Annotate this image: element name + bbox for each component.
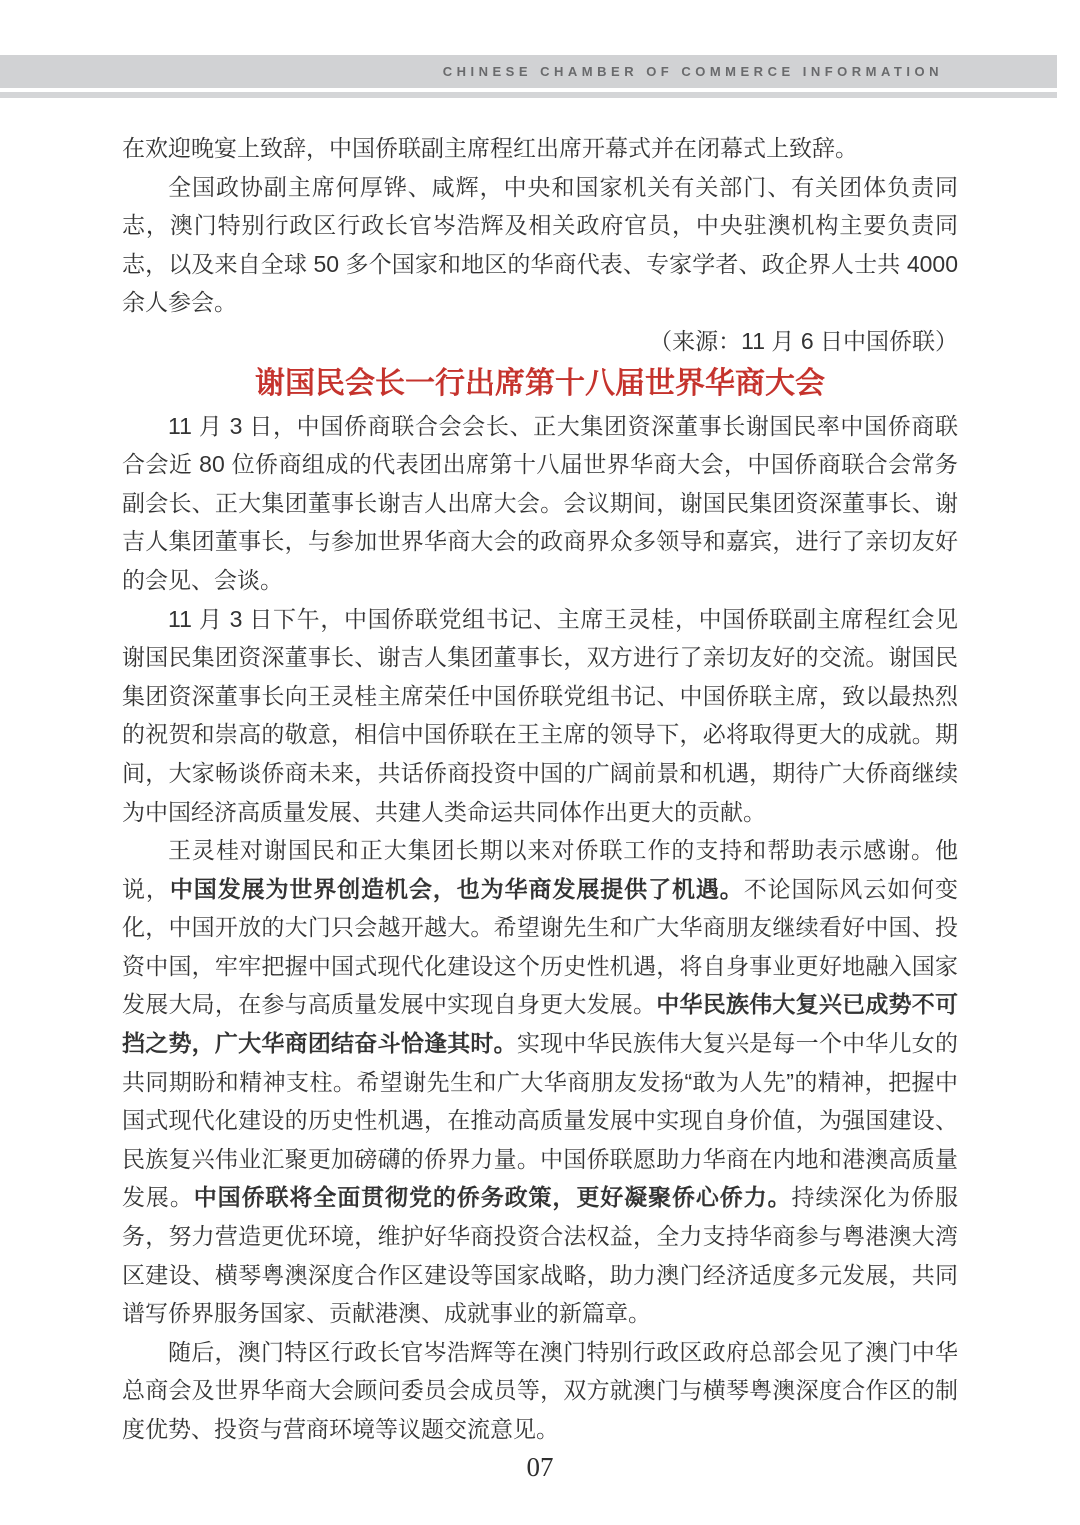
prev-article-paragraph bbox=[122, 168, 958, 322]
article-title: 谢国民会长一行出席第十八届世界华商大会 bbox=[255, 366, 825, 400]
text-run: 全国政协副主席何厚铧、咸辉，中央和国家机关有关部门、有关团体负责同志，澳门特别行政区行政长官岑浩辉及相关政府官员，中央驻澳机构主要负责同志，以及来自全球 50 多个国家和地区的华商代表、专家学者、政企界人士共 4000 余人参会。 bbox=[122, 173, 958, 316]
bold-text-run: 中国发展为世界创造机会，也为华商发展提供了机遇。 bbox=[169, 875, 744, 902]
header-banner-thin-bar bbox=[0, 92, 1057, 98]
text-run: 随后，澳门特区行政长官岑浩辉等在澳门特别行政区政府总部会见了澳门中华总商会及世界华商大会顾问委员会成员等，双方就澳门与横琴粤澳深度合作区的制度优势、投资与营商环境等议题交流意见。 bbox=[122, 1338, 958, 1442]
article-paragraph bbox=[122, 600, 958, 832]
bold-text-run: 中华民族伟大复兴已成势不可挡之势，广大华商团结奋斗恰逢其时。 bbox=[122, 991, 959, 1057]
text-run: 王灵桂对谢国民和正大集团长期以来对侨联工作的支持和帮助表示感谢。他说， bbox=[122, 837, 958, 902]
source-attribution-line: （来源：11 月 6 日中国侨联） bbox=[649, 327, 958, 354]
prev-article-paragraph bbox=[122, 129, 958, 168]
page-number: 07 bbox=[526, 1452, 554, 1482]
page-content bbox=[122, 129, 958, 1449]
text-run: 11 月 3 日，中国侨商联合会会长、正大集团资深董事长谢国民率中国侨商联合会近 80 位侨商组成的代表团出席第十八届世界华商大会，中国侨商联合会常务副会长、正大集团董事长谢吉人出席大会。会议期间，谢国民集团资深董事长、谢吉人集团董事长，与参加世界华商大会的政商界众多领导和嘉宾，进行了亲切友好的会见、会谈。 bbox=[122, 412, 958, 593]
previous-article-continuation bbox=[122, 129, 958, 322]
page-footer bbox=[0, 1452, 1080, 1483]
text-run: 持续深化为侨服务，努力营造更优环境，维护好华商投资合法权益，全力支持华商参与粤港澳大湾区建设、横琴粤澳深度合作区建设等国家战略，助力澳门经济适度多元发展，共同谱写侨界服务国家、贡献港澳、成就事业的新篇章。 bbox=[122, 1184, 959, 1327]
header-banner-title: CHINESE CHAMBER OF COMMERCE INFORMATION bbox=[442, 64, 943, 79]
text-run: 11 月 3 日下午，中国侨联党组书记、主席王灵桂，中国侨联副主席程红会见谢国民集团资深董事长、谢吉人集团董事长，双方进行了亲切友好的交流。谢国民集团资深董事长向王灵桂主席荣任中国侨联党组书记、中国侨联主席，致以最热烈的祝贺和崇高的敬意，相信中国侨联在王主席的领导下，必将取得更大的成就。期间，大家畅谈侨商未来，共话侨商投资中国的广阔前景和机遇，期待广大侨商继续为中国经济高质量发展、共建人类命运共同体作出更大的贡献。 bbox=[122, 605, 958, 825]
text-run: 实现中华民族伟大复兴是每一个中华儿女的共同期盼和精神支柱。希望谢先生和广大华商朋友发扬“敢为人先”的精神，把握中国式现代化建设的历史性机遇，在推动高质量发展中实现自身价值，为强国建设、民族复兴伟业汇聚更加磅礴的侨界力量。中国侨联愿助力华商在内地和港澳高质量发展。 bbox=[122, 1030, 959, 1211]
text-run: 不论国际风云如何变化，中国开放的大门只会越开越大。希望谢先生和广大华商朋友继续看好中国、投资中国，牢牢把握中国式现代化建设这个历史性机遇，将自身事业更好地融入国家发展大局，在参与高质量发展中实现自身更大发展。 bbox=[122, 875, 959, 1018]
article-paragraph bbox=[122, 1333, 958, 1449]
header-banner-bar bbox=[0, 55, 1057, 88]
bold-text-run: 中国侨联将全面贯彻党的侨务政策，更好凝聚侨心侨力。 bbox=[193, 1184, 792, 1211]
article-paragraph bbox=[122, 407, 958, 600]
article-paragraph bbox=[122, 831, 958, 1333]
article-body bbox=[122, 407, 958, 1449]
text-run: 在欢迎晚宴上致辞，中国侨联副主席程红出席开幕式并在闭幕式上致辞。 bbox=[122, 135, 858, 161]
